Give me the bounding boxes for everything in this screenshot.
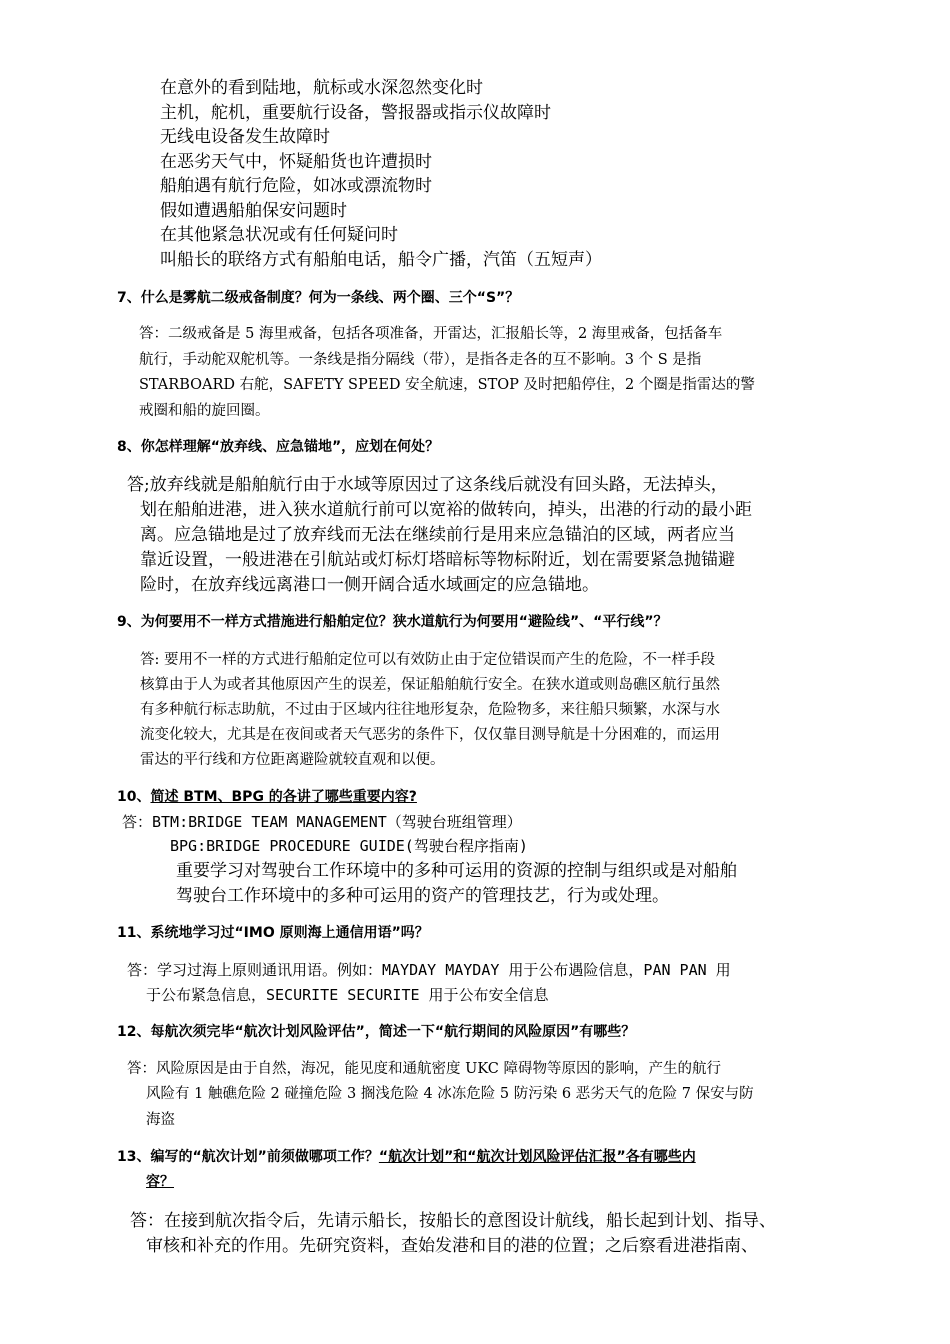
- list-item: 在意外的看到陆地，航标或水深忽然变化时: [160, 78, 483, 98]
- question-13-line2: 容？: [146, 1174, 174, 1190]
- answer-10-line: BPG:BRIDGE PROCEDURE GUIDE(驾驶台程序指南): [170, 837, 528, 855]
- answer-13-line: 审核和补充的作用。先研究资料，查始发港和目的港的位置；之后察看进港指南、: [146, 1236, 758, 1256]
- list-item: 在恶劣天气中，怀疑船货也许遭损时: [160, 152, 432, 172]
- answer-13-line: 答：在接到航次指令后，先请示船长，按船长的意图设计航线，船长起到计划、指导、: [130, 1211, 776, 1231]
- answer-8-line: 划在船舶进港，进入狭水道航行前可以宽裕的做转向，掉头，出港的行动的最小距: [140, 500, 752, 520]
- answer-11-line: 于公布紧急信息，SECURITE SECURITE 用于公布安全信息: [146, 986, 549, 1004]
- answer-7-line: STARBOARD 右舵，SAFETY SPEED 安全航速，STOP 及时把船停住，2 个圈是指雷达的警: [139, 377, 755, 393]
- question-13: [117, 1146, 696, 1168]
- answer-8-line: 靠近设置，一般进港在引航站或灯标灯塔暗标等物标附近，划在需要紧急抛锚避: [140, 550, 735, 570]
- answer-7-line: 答：二级戒备是 5 海里戒备，包括各项准备，开雷达，汇报船长等，2 海里戒备，包括备车: [139, 326, 723, 342]
- answer-9-line: 有多种航行标志助航，不过由于区域内往往地形复杂，危险物多，来往船只频繁，水深与水: [140, 702, 720, 718]
- question-10: [117, 786, 417, 808]
- question-13-part1: 13、编写的“航次计划”前须做哪项工作？: [117, 1149, 379, 1165]
- list-item: 船舶遇有航行危险，如冰或漂流物时: [160, 176, 432, 196]
- answer-8-line: 离。应急锚地是过了放弃线而无法在继续前行是用来应急锚泊的区域，两者应当: [140, 525, 735, 545]
- answer-8-line: 答;放弃线就是船舶航行由于水域等原因过了这条线后就没有回头路，无法掉头，: [127, 475, 728, 495]
- answer-11-line: 答：学习过海上原则通讯用语。例如：MAYDAY MAYDAY 用于公布遇险信息，PAN PAN 用: [127, 961, 731, 979]
- list-item: 无线电设备发生故障时: [160, 127, 330, 147]
- question-11: 11、系统地学习过“IMO 原则海上通信用语”吗？: [117, 925, 429, 941]
- answer-9-line: 核算由于人为或者其他原因产生的误差，保证船舶航行安全。在狭水道或则岛礁区航行虽然: [140, 677, 720, 693]
- answer-9-line: 雷达的平行线和方位距离避险就较直观和以便。: [140, 752, 445, 768]
- list-item: 主机，舵机，重要航行设备，警报器或指示仪故障时: [160, 103, 551, 123]
- list-item: 在其他紧急状况或有任何疑问时: [160, 225, 398, 245]
- answer-9-line: 答: 要用不一样的方式进行船舶定位可以有效防止由于定位错误而产生的危险，不一样手段: [140, 652, 715, 668]
- question-9: 9、为何要用不一样方式措施进行船舶定位？狭水道航行为何要用“避险线”、“平行线”？: [117, 614, 668, 630]
- answer-10-line: 重要学习对驾驶台工作环境中的多种可运用的资源的控制与组织或是对船舶: [176, 861, 737, 881]
- answer-8-line: 险时，在放弃线远离港口一侧开阔合适水域画定的应急锚地。: [140, 575, 599, 595]
- question-7: 7、什么是雾航二级戒备制度？何为一条线、两个圈、三个“S”？: [117, 290, 520, 306]
- question-10-number: 10、: [117, 789, 151, 805]
- answer-9-line: 流变化较大，尤其是在夜间或者天气恶劣的条件下，仅仅靠目测导航是十分困难的，而运用: [140, 727, 720, 743]
- answer-10-line: 驾驶台工作环境中的多种可运用的资产的管理技艺，行为或处理。: [176, 886, 669, 906]
- list-item: 假如遭遇船舶保安问题时: [160, 201, 347, 221]
- answer-10-line: 答：BTM:BRIDGE TEAM MANAGEMENT（驾驶台班组管理）: [122, 813, 522, 831]
- answer-12-line: 答：风险原因是由于自然，海况，能见度和通航密度 UKC 障碍物等原因的影响，产生的航行: [127, 1061, 721, 1077]
- question-8: 8、你怎样理解“放弃线、应急锚地”，应划在何处？: [117, 439, 440, 455]
- list-item: 叫船长的联络方式有船舶电话，船令广播，汽笛（五短声）: [160, 250, 602, 270]
- question-12: 12、每航次须完毕“航次计划风险评估”，简述一下“航行期间的风险原因”有哪些？: [117, 1024, 636, 1040]
- answer-12-line: 风险有 1 触礁危险 2 碰撞危险 3 搁浅危险 4 冰冻危险 5 防污染 6 恶劣天气的危险 7 保安与防: [146, 1086, 754, 1102]
- answer-12-line: 海盗: [146, 1112, 175, 1128]
- answer-7-line: 航行，手动舵双舵机等。一条线是指分隔线（带），是指各走各的互不影响。3 个 S 是指: [139, 352, 702, 368]
- answer-7-line: 戒圈和船的旋回圈。: [139, 403, 270, 419]
- question-13-part2: “航次计划”和“航次计划风险评估汇报”各有哪些内: [378, 1149, 696, 1165]
- question-10-text: 简述 BTM、BPG 的各讲了哪些重要内容?: [150, 789, 417, 805]
